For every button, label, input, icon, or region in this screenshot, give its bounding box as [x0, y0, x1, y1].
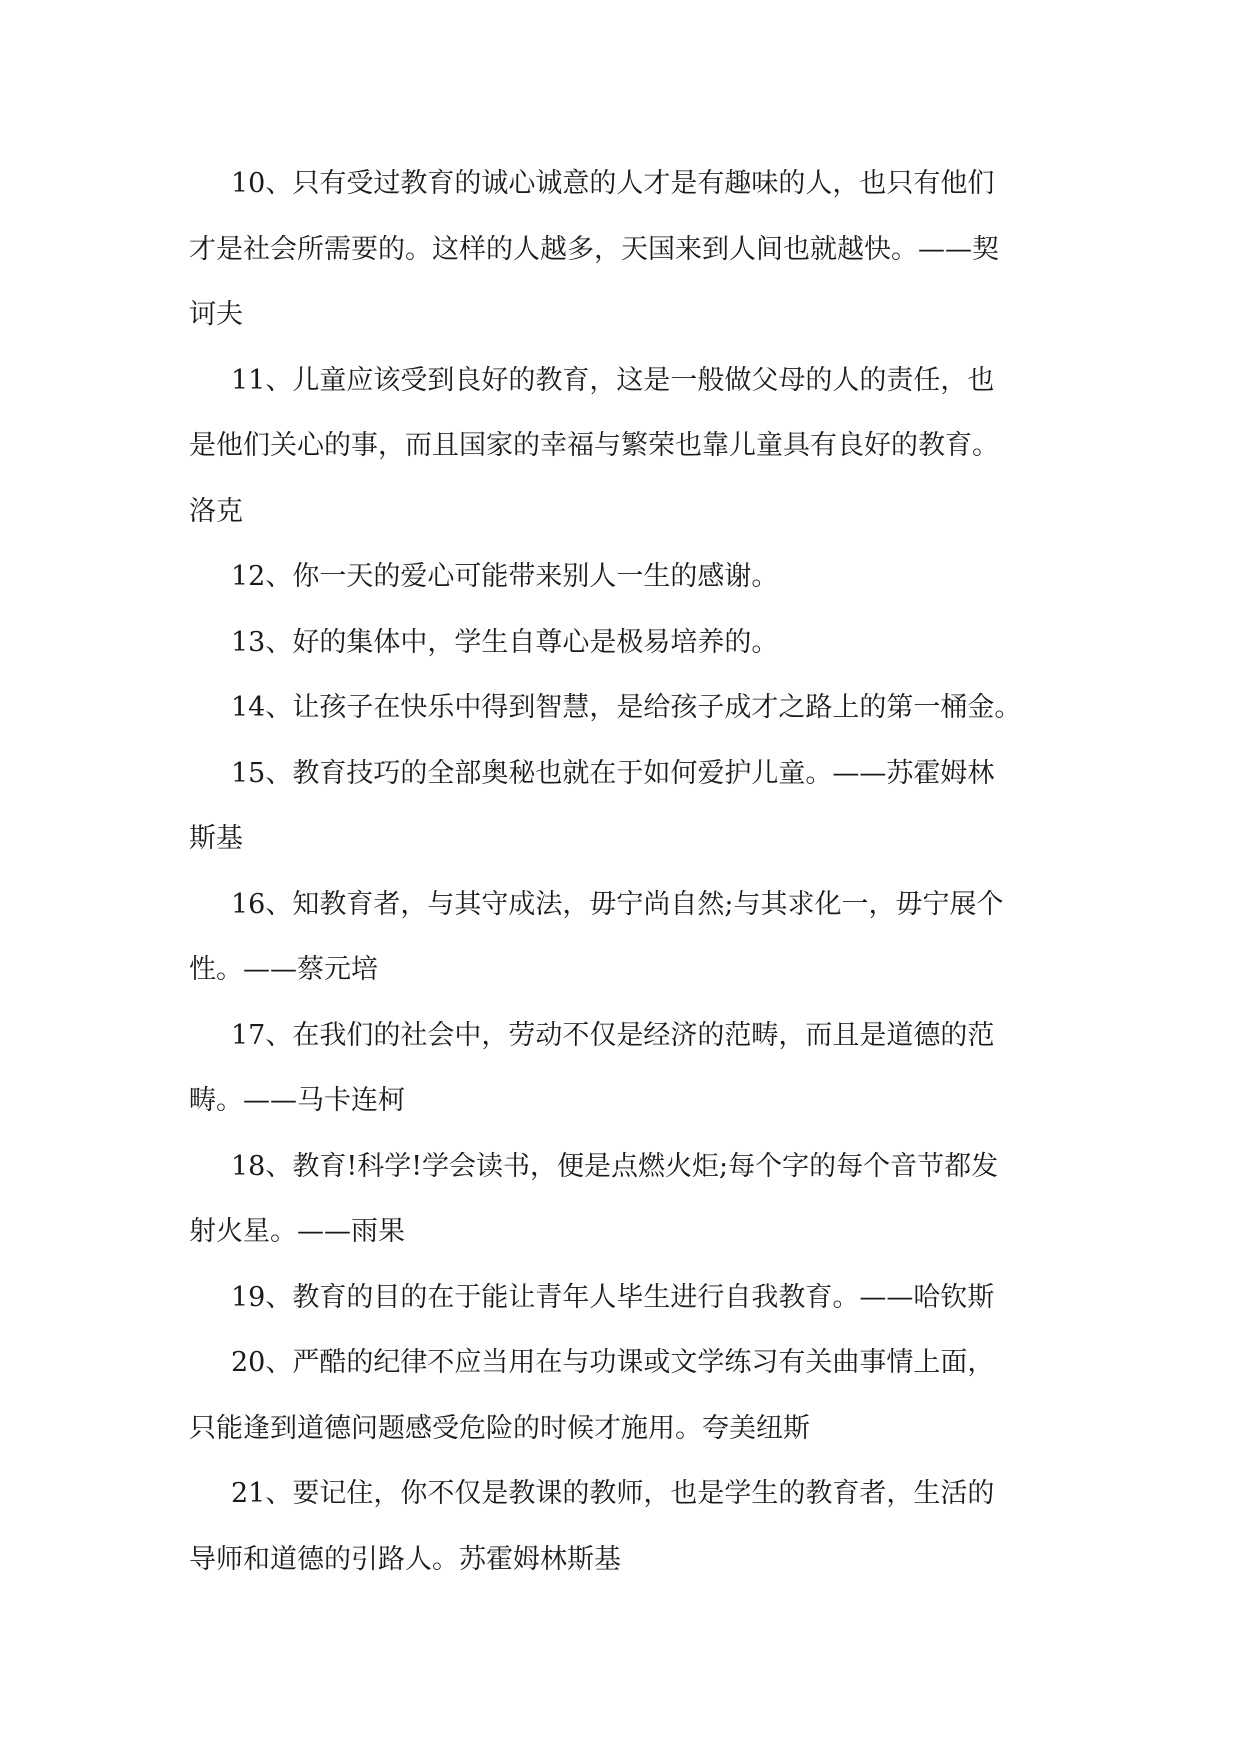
- paragraph-line: 21、要记住，你不仅是教课的教师，也是学生的教育者，生活的: [231, 1478, 995, 1509]
- paragraph-line: 畴。——马卡连柯: [189, 1085, 405, 1116]
- paragraph-line: 才是社会所需要的。这样的人越多，天国来到人间也就越快。——契: [189, 233, 999, 265]
- paragraph-line: 12、你一天的爱心可能带来别人一生的感谢。: [231, 561, 779, 592]
- paragraph-19: [189, 1265, 1049, 1331]
- paragraph-line: 13、好的集体中，学生自尊心是极易培养的。: [231, 626, 779, 658]
- paragraph-11: [189, 348, 1049, 545]
- paragraph-line: 14、让孩子在快乐中得到智慧，是给孩子成才之路上的第一桶金。: [231, 692, 1022, 723]
- paragraph-line: 是他们关心的事，而且国家的幸福与繁荣也靠儿童具有良好的教育。: [189, 430, 999, 461]
- paragraph-line: 诃夫: [189, 299, 243, 330]
- paragraph-17: [189, 1003, 1049, 1134]
- paragraph-line: 10、只有受过教育的诚心诚意的人才是有趣味的人，也只有他们: [231, 168, 995, 199]
- paragraph-18: [189, 1134, 1049, 1265]
- paragraph-line: 洛克: [189, 495, 243, 527]
- paragraph-line: 17、在我们的社会中，劳动不仅是经济的范畴，而且是道德的范: [231, 1019, 995, 1051]
- paragraph-12: [189, 544, 1049, 610]
- paragraph-16: [189, 872, 1049, 1003]
- paragraph-line: 19、教育的目的在于能让青年人毕生进行自我教育。——哈钦斯: [231, 1281, 995, 1313]
- paragraph-line: 射火星。——雨果: [189, 1216, 405, 1247]
- paragraph-13: [189, 610, 1049, 676]
- paragraph-20: [189, 1330, 1049, 1461]
- paragraph-line: 斯基: [189, 823, 243, 854]
- paragraph-21: [189, 1461, 1049, 1592]
- paragraph-line: 11、儿童应该受到良好的教育，这是一般做父母的人的责任，也: [231, 364, 995, 396]
- paragraph-14: [189, 675, 1049, 741]
- paragraph-line: 性。——蔡元培: [189, 954, 378, 985]
- paragraph-line: 16、知教育者，与其守成法，毋宁尚自然;与其求化一，毋宁展个: [231, 888, 1004, 920]
- paragraph-15: [189, 741, 1049, 872]
- paragraph-line: 15、教育技巧的全部奥秘也就在于如何爱护儿童。——苏霍姆林: [231, 757, 995, 789]
- document-body: [189, 151, 1049, 1592]
- paragraph-line: 18、教育!科学!学会读书，便是点燃火炬;每个字的每个音节都发: [231, 1150, 999, 1182]
- paragraph-line: 导师和道德的引路人。苏霍姆林斯基: [189, 1543, 621, 1575]
- paragraph-line: 20、严酷的纪律不应当用在与功课或文学练习有关曲事情上面，: [231, 1347, 995, 1378]
- paragraph-10: [189, 151, 1049, 348]
- paragraph-line: 只能逢到道德问题感受危险的时候才施用。夸美纽斯: [189, 1412, 810, 1444]
